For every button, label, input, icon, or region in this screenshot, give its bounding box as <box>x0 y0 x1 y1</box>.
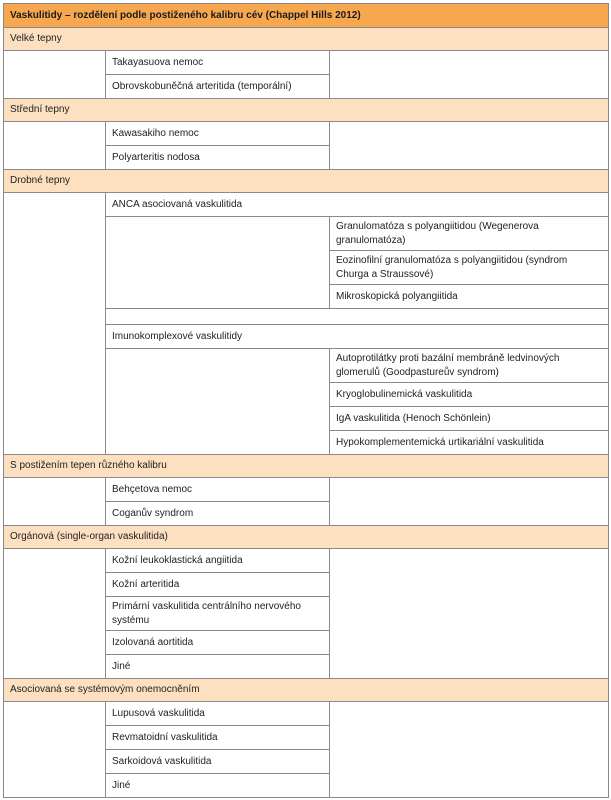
list-item: Revmatoidní vaskulitida <box>106 726 330 750</box>
list-item: Izolovaná aortitida <box>106 631 330 655</box>
list-item: Autoprotilátky proti bazální membráně ledvinových glomerulů (Goodpastureův syndrom) <box>330 349 609 383</box>
section-header-row <box>4 28 609 51</box>
table-title-row <box>4 4 609 28</box>
list-item: Kryoglobulinemická vaskulitida <box>330 383 609 407</box>
list-item: IgA vaskulitida (Henoch Schönlein) <box>330 407 609 431</box>
table-row <box>4 549 609 573</box>
subgroup-immune-complex: Imunokomplexové vaskulitidy <box>106 325 609 349</box>
list-item: Kožní arteritida <box>106 573 330 597</box>
table-row <box>4 122 609 146</box>
section-header-row <box>4 455 609 478</box>
list-item: Primární vaskulitida centrálního nervového systému <box>106 597 330 631</box>
table-title: Vaskulitidy – rozdělení podle postiženého kalibru cév (Chappel Hills 2012) <box>4 4 609 28</box>
section-medium-arteries: Střední tepny <box>4 99 609 122</box>
list-item: Coganův syndrom <box>106 502 330 526</box>
list-item: Sarkoidová vaskulitida <box>106 750 330 774</box>
list-item: Jiné <box>106 774 330 798</box>
table-row <box>4 702 609 726</box>
list-item: Kawasakiho nemoc <box>106 122 330 146</box>
list-item: Takayasuova nemoc <box>106 51 330 75</box>
table-row <box>4 193 609 217</box>
list-item: Hypokomplementemická urtikariální vaskulitida <box>330 431 609 455</box>
section-large-arteries: Velké tepny <box>4 28 609 51</box>
section-header-row <box>4 99 609 122</box>
list-item: Eozinofilní granulomatóza s polyangiitidou (syndrom Churga a Straussové) <box>330 251 609 285</box>
list-item: Behçetova nemoc <box>106 478 330 502</box>
section-header-row <box>4 526 609 549</box>
list-item: Kožní leukoklastická angiitida <box>106 549 330 573</box>
vasculitis-classification-table <box>3 3 609 798</box>
subgroup-anca: ANCA asociovaná vaskulitida <box>106 193 609 217</box>
list-item: Obrovskobuněčná arteritida (temporální) <box>106 75 330 99</box>
section-single-organ: Orgánová (single-organ vaskulitida) <box>4 526 609 549</box>
section-header-row <box>4 170 609 193</box>
section-header-row <box>4 679 609 702</box>
table-row <box>4 51 609 75</box>
list-item: Lupusová vaskulitida <box>106 702 330 726</box>
section-small-arteries: Drobné tepny <box>4 170 609 193</box>
table-row <box>4 478 609 502</box>
list-item: Polyarteritis nodosa <box>106 146 330 170</box>
section-systemic-disease: Asociovaná se systémovým onemocněním <box>4 679 609 702</box>
list-item: Jiné <box>106 655 330 679</box>
list-item: Mikroskopická polyangiitida <box>330 285 609 309</box>
section-variable-vessel: S postižením tepen různého kalibru <box>4 455 609 478</box>
list-item: Granulomatóza s polyangiitidou (Wegenerova granulomatóza) <box>330 217 609 251</box>
